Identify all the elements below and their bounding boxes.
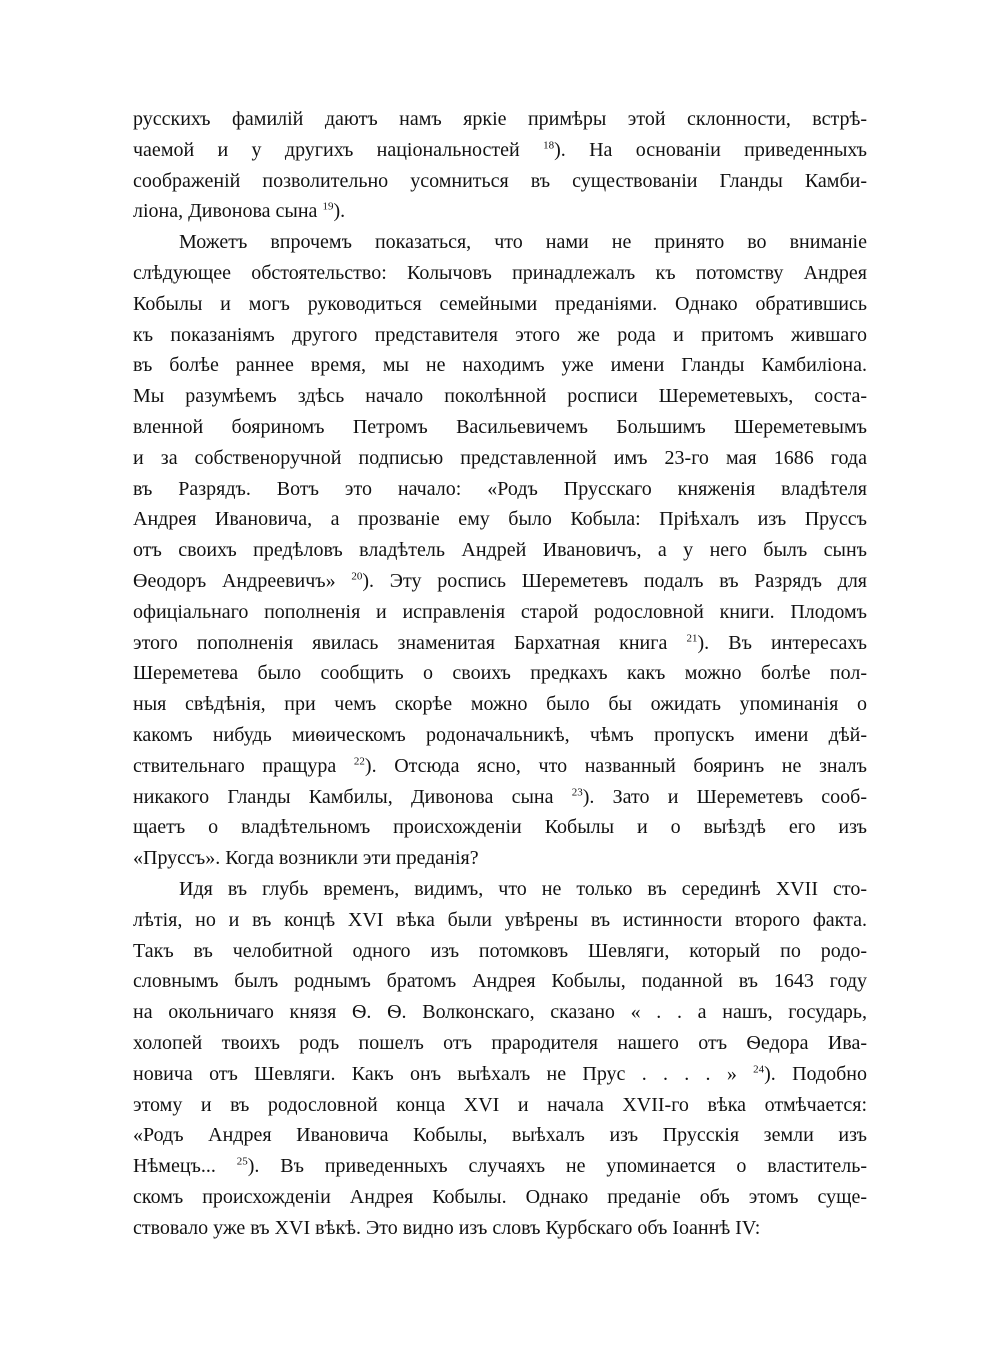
footnote-marker: 24: [753, 1063, 765, 1076]
text-line: [133, 628, 867, 659]
text-line: [133, 166, 867, 197]
line-text: Такъ въ челобитной одного изъ потомковъ Шевляги, который по родо-: [133, 939, 867, 962]
text-line: [133, 874, 867, 905]
line-text: ствовало уже въ XVI вѣкѣ. Это видно изъ словъ Курбскаго объ Іоаннѣ IV:: [133, 1216, 761, 1239]
text-line: [133, 258, 867, 289]
text-line: [133, 474, 867, 505]
line-text-continued: ).: [333, 200, 346, 223]
text-line: [133, 504, 867, 535]
line-text: Можетъ впрочемъ показаться, что нами не принято во вниманіе: [179, 231, 867, 254]
line-text: Шереметева было сообщить о своихъ предкахъ какъ можно болѣе пол-: [133, 662, 867, 685]
line-text: этого пополненія явилась знаменитая Бархатная книга: [133, 631, 668, 654]
text-line: [133, 412, 867, 443]
line-text: Өеодоръ Андреевичъ»: [133, 569, 336, 592]
text-line: [133, 658, 867, 689]
line-text: русскихъ фамилій даютъ намъ яркіе примѣры этой склонности, встрѣ-: [133, 108, 867, 130]
text-line: [133, 135, 867, 166]
paragraph-3: [133, 874, 867, 1244]
text-line: [133, 227, 867, 258]
line-text-continued: ). Зато и Шереметевъ сооб-: [582, 785, 867, 808]
text-line: [133, 1090, 867, 1121]
line-text: лѣтія, но и въ концѣ XVI вѣка были увѣрены въ истинности второго факта.: [133, 908, 867, 931]
line-text: въ болѣе раннее время, мы не находимъ уже имени Гланды Камбиліона.: [133, 354, 867, 377]
text-line: [133, 1182, 867, 1213]
paragraph-1: [133, 104, 867, 227]
text-line: [133, 566, 867, 597]
text-line: [133, 936, 867, 967]
line-text: отъ своихъ предѣловъ владѣтель Андрей Ивановичъ, а у него былъ сынъ: [133, 539, 867, 562]
line-text: Кобылы и могъ руководиться семейными преданіями. Однако обратившись: [133, 292, 867, 315]
footnote-marker: 18: [543, 139, 555, 152]
line-text-continued: ). Отсюда ясно, что названный бояринъ не зналъ: [364, 754, 867, 777]
text-line: [133, 751, 867, 782]
line-text: щаетъ о владѣтельномъ происхожденіи Кобылы и о выѣздѣ его изъ: [133, 816, 867, 839]
line-text: какомъ нибудь миѳическомъ родоначальникѣ, чѣмъ пропускъ имени дѣй-: [133, 723, 867, 746]
line-text: къ показаніямъ другого представителя этого же рода и притомъ жившаго: [133, 323, 867, 346]
line-text: слѣдующее обстоятельство: Колычовъ принадлежалъ къ потомству Андрея: [133, 261, 867, 284]
text-line: [133, 443, 867, 474]
line-text: «Родъ Андрея Ивановича Кобылы, выѣхалъ изъ Прусскія земли изъ: [133, 1124, 867, 1147]
line-text: Нѣмецъ...: [133, 1155, 216, 1178]
line-text-continued: ). Эту роспись Шереметевъ подалъ въ Разрядъ для: [362, 569, 867, 592]
line-text: этому и въ родословной конца XVI и начала XVII-го вѣка отмѣчается:: [133, 1093, 867, 1116]
line-text: и за собственоручной подписью представленной имъ 23-го мая 1686 года: [133, 446, 867, 469]
line-text: ліона, Дивонова сына: [133, 200, 318, 223]
line-text: въ Разрядъ. Вотъ это начало: «Родъ Прусскаго княженія владѣтеля: [133, 477, 867, 500]
paragraph-2: [133, 227, 867, 874]
footnote-marker: 25: [236, 1155, 248, 1168]
text-line: [133, 196, 867, 227]
footnote-marker: 19: [322, 200, 334, 213]
line-text: Андрея Ивановича, а прозваніе ему было Кобыла: Пріѣхалъ изъ Пруссъ: [133, 508, 867, 531]
text-line: [133, 782, 867, 813]
line-text: ствительнаго пращура: [133, 754, 337, 777]
text-line: [133, 997, 867, 1028]
footnote-marker: 23: [571, 785, 583, 798]
text-line: [133, 966, 867, 997]
text-line: [133, 1028, 867, 1059]
text-line: [133, 1120, 867, 1151]
line-text: новича отъ Шевляги. Какъ онъ выѣхалъ не Прус . . . . »: [133, 1062, 737, 1085]
text-line: [133, 720, 867, 751]
text-line: [133, 1059, 867, 1090]
text-line: [133, 381, 867, 412]
line-text: на окольничаго князя Ѳ. Ѳ. Волконскаго, сказано « . . а нашъ, государь,: [133, 1001, 867, 1024]
line-text: Идя въ глубь временъ, видимъ, что не только въ серединѣ XVII сто-: [179, 877, 867, 900]
line-text: скомъ происхожденіи Андрея Кобылы. Однако преданіе объ этомъ суще-: [133, 1185, 867, 1208]
text-line: [133, 289, 867, 320]
line-text: ныя свѣдѣнія, при чемъ скорѣе можно было бы ожидать упоминанія о: [133, 693, 867, 716]
text-line: [133, 535, 867, 566]
line-text: чаемой и у другихъ національностей: [133, 138, 520, 161]
text-line: [133, 320, 867, 351]
line-text-continued: ). Въ интересахъ: [697, 631, 867, 654]
text-line: [133, 104, 867, 135]
line-text: «Пруссъ». Когда возникли эти преданія?: [133, 847, 479, 870]
line-text-continued: ). Въ приведенныхъ случаяхъ не упоминается о властитель-: [247, 1155, 867, 1178]
line-text: вленной бояриномъ Петромъ Васильевичемъ Большимъ Шереметевымъ: [133, 415, 867, 438]
text-line: [133, 1151, 867, 1182]
footnote-marker: 21: [686, 631, 698, 644]
document-page: [133, 104, 867, 1243]
line-text: офиціальнаго пополненія и исправленія старой родословной книги. Плодомъ: [133, 600, 867, 623]
text-line: [133, 350, 867, 381]
line-text-continued: ). На основаніи приведенныхъ: [554, 138, 867, 161]
text-line: [133, 843, 867, 874]
text-line: [133, 689, 867, 720]
line-text: никакого Гланды Камбилы, Дивонова сына: [133, 785, 554, 808]
line-text: холопей твоихъ родъ пошелъ отъ прародителя нашего отъ Ѳедора Ива-: [133, 1031, 867, 1054]
line-text: словнымъ былъ роднымъ братомъ Андрея Кобылы, поданной въ 1643 году: [133, 970, 867, 993]
line-text-continued: ). Подобно: [764, 1062, 867, 1085]
footnote-marker: 22: [353, 755, 365, 768]
line-text: Мы разумѣемъ здѣсь начало поколѣнной росписи Шереметевыхъ, соста-: [133, 385, 867, 408]
text-line: [133, 812, 867, 843]
footnote-marker: 20: [351, 570, 363, 583]
text-line: [133, 905, 867, 936]
text-line: [133, 597, 867, 628]
line-text: соображеній позволительно усомниться въ существованіи Гланды Камби-: [133, 169, 867, 192]
text-line: [133, 1213, 867, 1244]
